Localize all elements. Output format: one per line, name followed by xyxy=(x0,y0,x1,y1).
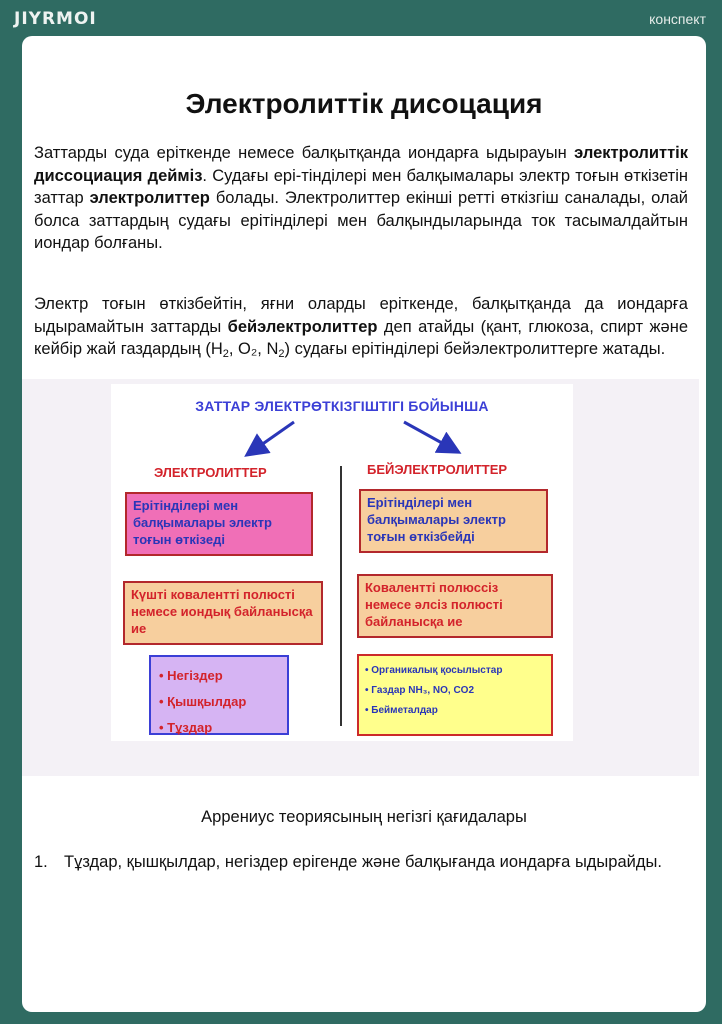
bold-term-dissociation: электролиттік диссоциация дейміз xyxy=(34,144,688,185)
list-number: 1. xyxy=(34,853,48,871)
diagram-arrows xyxy=(111,384,573,464)
section-label: конспект xyxy=(649,11,706,27)
list-item: • Негіздер xyxy=(159,668,223,683)
list-item: • Тұздар xyxy=(159,720,213,735)
non-electrolytes-bond-box: Коваленттi полюссіз немесе әлсіз полюсті байланысқа ие xyxy=(357,574,553,638)
list-item: • Органикалық қосылыстар xyxy=(365,665,503,676)
subscript: 2 xyxy=(222,348,229,360)
diagram-title: ЗАТТАР ЭЛЕКТРӨТКІЗГІШТІГІ БОЙЫНША xyxy=(195,398,489,414)
figure-panel xyxy=(22,379,699,776)
text-run: ) судағы ерiтiндiлерi бейэлектролиттерге жатады. xyxy=(284,340,666,358)
list-text: Тұздар, қышқылдар, негiздер ерiгенде және балқығанда иондарға ыдырайды. xyxy=(64,853,662,871)
non-electrolytes-heading: БЕЙЭЛЕКТРОЛИТТЕР xyxy=(367,462,508,477)
conductivity-diagram xyxy=(111,384,573,741)
electrolytes-bond-box: Күшті коваленттi полюсті немесе иондық байланысқа ие xyxy=(123,581,323,645)
paragraph-non-electrolytes xyxy=(34,293,688,366)
text-run: Электр тоғын өткiзбейтiн, яғни оларды ерiткенде, балқытқанда да иондарға ыдырамайтын заттарды xyxy=(34,295,688,336)
text-run: , O₂, N xyxy=(228,340,279,358)
list-item xyxy=(34,851,688,874)
text-run: . Судағы ерi-тiндiлерi мен балқымалары электр тоғын өткiзетiн заттар xyxy=(34,166,688,207)
right-arrow xyxy=(404,422,451,448)
text-run: болады. Электролиттер екiншi реттi өткiзгiш саналады, олай болса заттардың судағы ерiтiндiлерi мен балқындыларында ток тасымалдайтын иондар болғаны. xyxy=(34,189,688,252)
column-divider xyxy=(340,466,342,726)
electrolytes-heading: ЭЛЕКТРОЛИТТЕР xyxy=(154,465,267,480)
electrolytes-examples-box xyxy=(149,655,289,735)
non-electrolytes-conduct-box: Ерітінділері мен балқымалары электр тоғын өткізбейді xyxy=(359,489,548,553)
top-bar xyxy=(0,0,722,36)
list-item: • Газдар NH₃, NO, CO2 xyxy=(365,685,475,696)
paragraph-electrolytic-dissociation xyxy=(34,142,688,255)
bold-term-non-electrolytes: бейэлектролиттер xyxy=(227,317,378,336)
brand-logo[interactable]: JIYRMOI xyxy=(14,9,97,29)
arrhenius-heading: Аррениус теориясының негізгі қағидалары xyxy=(201,808,527,826)
non-electrolytes-examples-box xyxy=(357,654,553,736)
list-item: • Бейметалдар xyxy=(365,705,438,716)
left-arrow xyxy=(254,422,294,450)
text-run: деп атайды (қант, глюкоза, спирт және кейбiр жай газдардың (H xyxy=(34,317,689,358)
document-page xyxy=(22,36,706,1012)
electrolytes-conduct-box: Ерітінділері мен балқымалары электр тоғын өткізеді xyxy=(125,492,313,556)
subscript: 2 xyxy=(278,348,285,360)
text-run: Заттарды суда ерiткенде немесе балқытқанда иондарға ыдырауын xyxy=(34,144,575,162)
principles-list xyxy=(34,851,688,874)
page-title: Электролиттік дисоцация xyxy=(185,88,543,119)
list-item: • Қышқылдар xyxy=(159,694,247,709)
bold-term-electrolytes: электролиттер xyxy=(89,189,210,207)
